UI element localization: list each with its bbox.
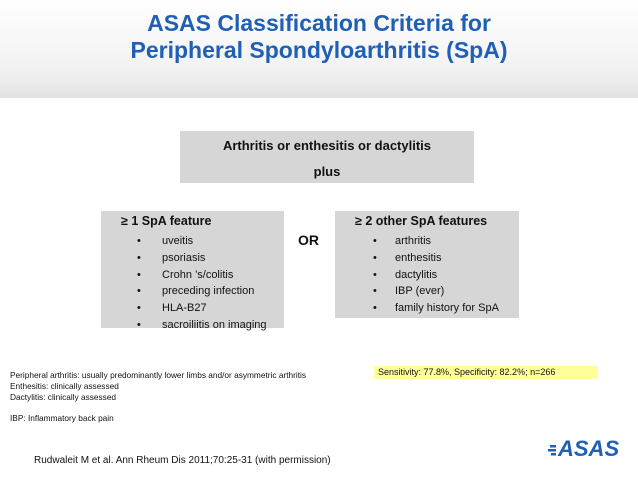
other-spa-features-heading: ≥ 2 other SpA features bbox=[355, 214, 488, 228]
note-dactylitis: Dactylitis: clinically assessed bbox=[10, 391, 117, 402]
spa-feature-list bbox=[101, 233, 284, 334]
bullet-icon: • bbox=[137, 235, 141, 247]
note-spacer bbox=[10, 402, 306, 413]
title-line-1: ASAS Classification Criteria for bbox=[147, 10, 491, 36]
bullet-icon: • bbox=[373, 235, 377, 247]
list-item bbox=[335, 283, 519, 300]
bullet-icon: • bbox=[137, 268, 141, 281]
slide-title bbox=[0, 10, 638, 64]
list-item bbox=[335, 233, 519, 250]
entry-criteria-box bbox=[180, 131, 474, 183]
entry-criteria-text: Arthritis or enthesitis or dactylitis bbox=[222, 138, 432, 153]
list-item bbox=[335, 300, 519, 317]
list-item-label: family history for SpA bbox=[395, 302, 499, 315]
list-item-label: IBP (ever) bbox=[395, 285, 445, 298]
note-ibp: IBP: Inflammatory back pain bbox=[10, 413, 114, 424]
note-peripheral-arthritis: Peripheral arthritis: usually predominantly lower limbs and/or asymmetric arthritis bbox=[10, 370, 307, 380]
bullet-icon: • bbox=[137, 251, 141, 264]
bullet-icon: • bbox=[373, 302, 377, 315]
list-item bbox=[101, 283, 284, 300]
other-spa-features-list bbox=[335, 233, 519, 317]
list-item bbox=[101, 267, 284, 284]
title-line-2: Peripheral Spondyloarthritis (SpA) bbox=[130, 37, 508, 63]
logo-text: ASAS bbox=[558, 436, 620, 460]
spa-feature-box bbox=[101, 211, 284, 331]
list-item bbox=[335, 267, 519, 284]
bullet-icon: • bbox=[373, 285, 377, 298]
other-spa-features-box bbox=[335, 211, 519, 318]
list-item bbox=[101, 317, 284, 334]
bullet-icon: • bbox=[373, 251, 377, 264]
list-item-label: uveitis bbox=[162, 235, 194, 247]
definition-notes bbox=[10, 370, 306, 424]
list-item bbox=[101, 300, 284, 317]
note-enthesitis: Enthesitis: clinically assessed bbox=[10, 380, 119, 391]
list-item-label: HLA-B27 bbox=[162, 302, 207, 315]
list-item-label: enthesitis bbox=[395, 251, 442, 264]
citation: Rudwaleit M et al. Ann Rheum Dis 2011;70:25-31 (with permission) bbox=[34, 455, 331, 466]
bullet-icon: • bbox=[137, 318, 141, 331]
bullet-icon: • bbox=[137, 285, 141, 298]
entry-plus-text: plus bbox=[313, 164, 341, 179]
list-item bbox=[101, 250, 284, 267]
list-item-label: sacroiliitis on imaging bbox=[162, 318, 267, 331]
list-item bbox=[101, 233, 284, 250]
list-item bbox=[335, 250, 519, 267]
or-connector: OR bbox=[298, 232, 319, 248]
asas-logo-icon bbox=[548, 432, 632, 460]
sensitivity-specificity-badge: Sensitivity: 77.8%, Specificity: 82.2%; n=266 bbox=[374, 366, 598, 379]
list-item-label: dactylitis bbox=[395, 268, 438, 281]
list-item-label: preceding infection bbox=[162, 285, 255, 298]
list-item-label: Crohn ’s/colitis bbox=[162, 268, 234, 281]
list-item-label: arthritis bbox=[395, 235, 432, 247]
bullet-icon: • bbox=[373, 268, 377, 281]
list-item-label: psoriasis bbox=[162, 251, 206, 264]
bullet-icon: • bbox=[137, 302, 141, 315]
spa-feature-heading: ≥ 1 SpA feature bbox=[121, 214, 212, 228]
